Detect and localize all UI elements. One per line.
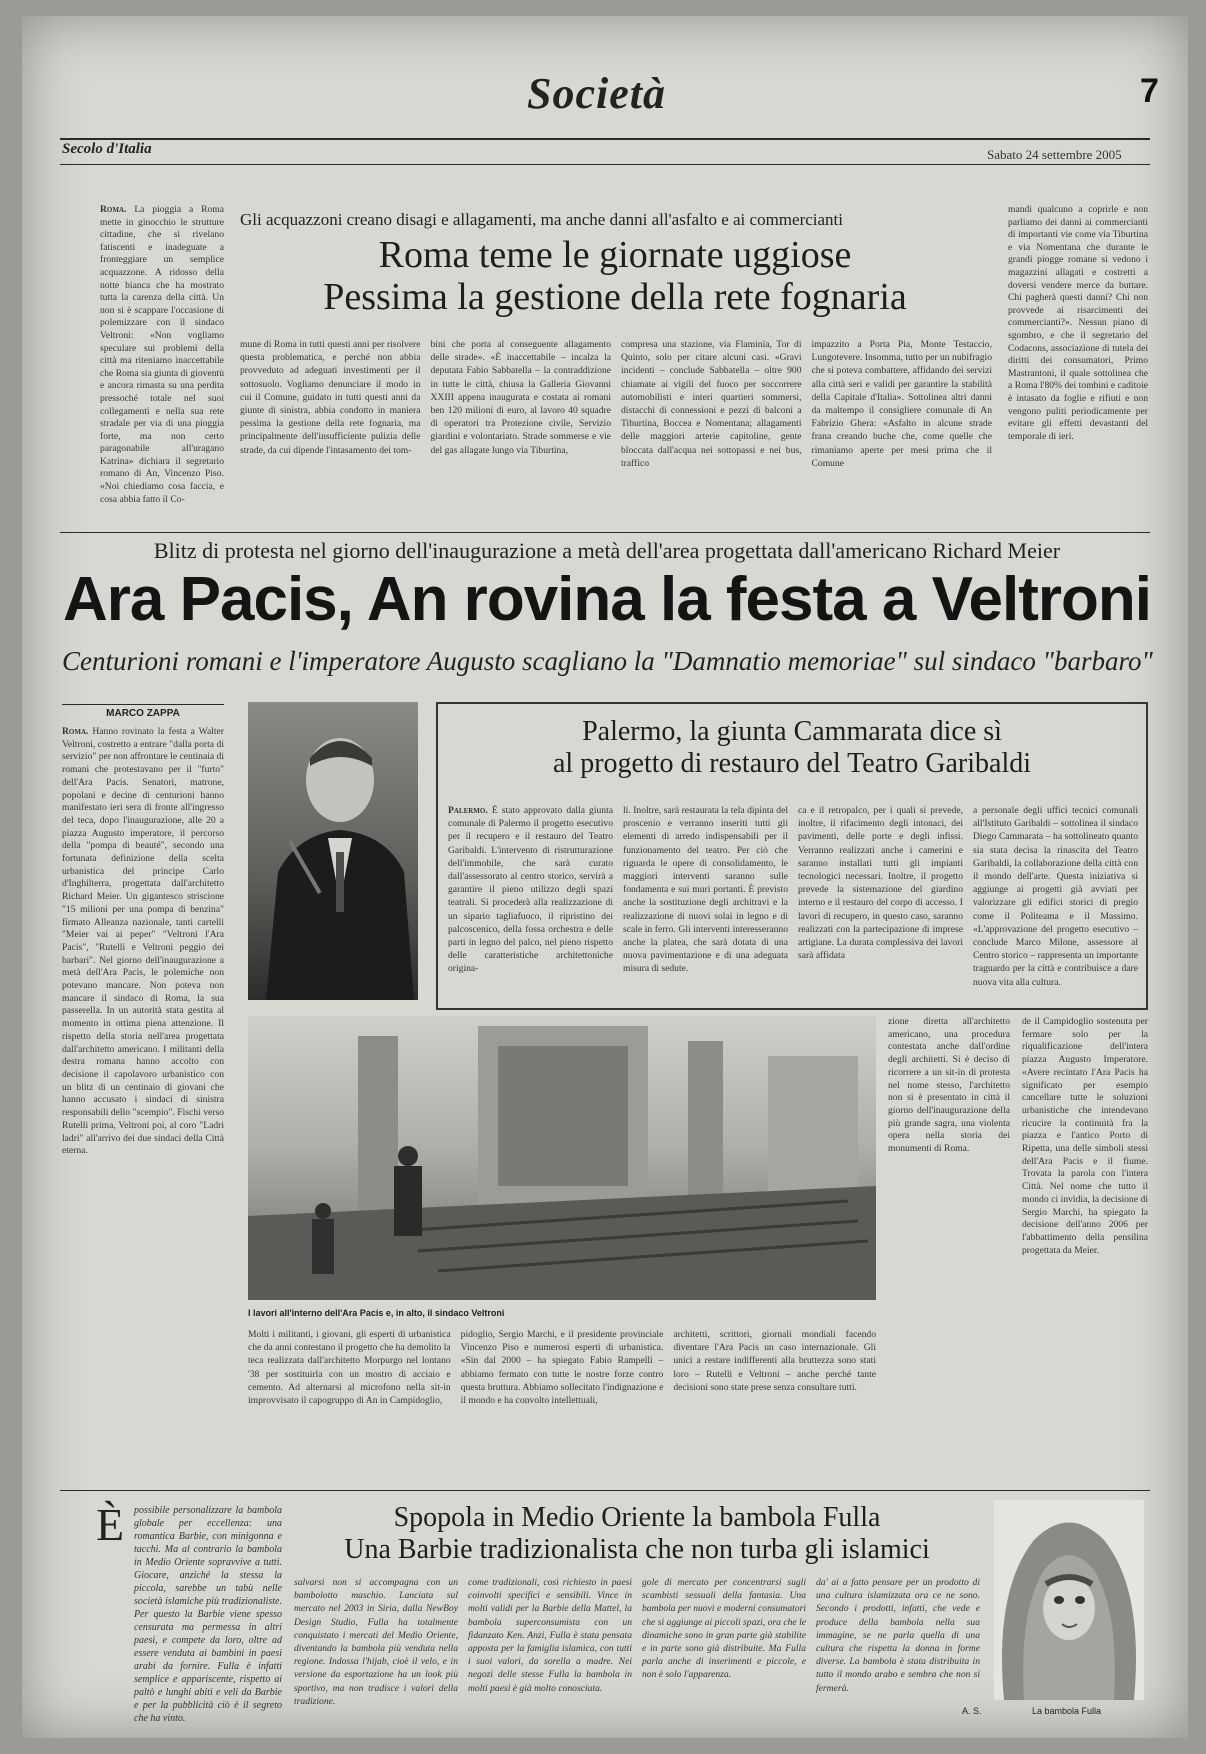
rain-col-2: mune di Roma in tutti questi anni per risolvere questa problematica, e perché non abbia provveduto ad adeguati investimenti per il sottosuolo. Vogliamo denunciare il modo in cui il Comune, guidato in tutti questi anni da giunte di sinistra, abbia condotto in maniera pessima la gestione della rete fognaria, ma principalmente dell'insufficiente pulizia delle strade, da cui dipende l'intasamento dei tom- — [240, 339, 421, 456]
rain-dateline: Roma. — [100, 204, 127, 215]
page-number: 7 — [1140, 72, 1159, 110]
issue-date: Sabato 24 settembre 2005 — [987, 147, 1122, 162]
fulla-headline — [294, 1502, 980, 1566]
fulla-col-3: come tradizionali, così richiesto in paesi coinvolti specifici e sensibili. Vince in molti validi per la Barbie della Mattel, la bambola superconsumista con un fidanzato Ken. Anzi, Fulla è stata pensata apposta per la famiglia islamica, con tutti i suoi valori, da sorella a madre. Nei negozi delle stesse Fulla la bambola in molti paesi è già molto conosciuta. — [468, 1577, 632, 1694]
fulla-photo-caption: La bambola Fulla — [1032, 1706, 1102, 1716]
fulla-col-4: gole di mercato per concentrarsi sugli scambisti sessuali della fantasia. Una bambola per nuovi e moderni consumatori che si aggiunge ai piccoli spazi, ora che le dinamiche sono in gran parte già stabilite e in parte sono già distribuite. Ma Fulla parla anche di inserimenti e piccole, e non è solo l'apparenza. — [642, 1577, 806, 1681]
rain-left-text: La pioggia a Roma mette in ginocchio le strutture cittadine, che si rivelano fatiscenti e inadeguate a fronteggiare un semplice acquazzone. A ridosso della notte bianca che ha mostrato tutta la carenza della città. Un non si è scappare l'occasione di polemizzare con il sindaco Veltroni: «Non vogliamo speculare sui problemi della città ma riteniamo inaccettabile che Roma sia giunta di gioventù e ancora rimasta su una perdita pressoché totale nel suoi collegamenti e nella sua rete stradale per via di una pioggia forte, ma non certo paragonabile all'uragano Katrina» dichiara il segretario romano di An, Vincenzo Piso. «Noi chiediamo cosa faccia, e cosa abbia fatto il Co- — [100, 204, 224, 505]
fulla-title-line2: Una Barbie tradizionalista che non turba gli islamici — [344, 1534, 930, 1565]
fulla-col-2: salvarsi non si accompagna con un bambolotto maschio. Lanciata sul mercato nel 2003 in Siria, dalla NewBoy Design Studio, Fulla ha totalmente conquistato i mercati del Medio Oriente, diventando la bambola più venduta nella regione. Indossa l'hijab, cioè il velo, e in versione da esportazione ha un look più sportivo, ma non tradisce i valori della tradizione. — [294, 1577, 458, 1707]
portrait-silhouette — [248, 702, 418, 1000]
ara-right-col-a: zione diretta all'architetto americano, una procedura contestata anche dall'ordine degli architetti. Si è deciso di ricorrere a un sit-in di protesta nel nome stesso, l'architetto non si è presentato in città il giorno dell'inaugurazione della più grande sagra, una violenta opera nella storia dei monumenti di Roma. — [888, 1016, 1010, 1155]
rain-body-columns — [240, 338, 992, 506]
ara-byline: MARCO ZAPPA — [106, 708, 180, 719]
header-rule-bottom — [60, 164, 1150, 165]
rain-title-line2: Pessima la gestione della rete fognaria — [323, 276, 907, 318]
newspaper-page — [22, 16, 1188, 1738]
masthead: Secolo d'Italia — [62, 141, 152, 157]
ara-mid-col-3: architetti, scrittori, giornali mondiali facendo diventare l'Ara Pacis un caso internazionale. Gli unici a restare indifferenti alla bruttezza sono stati loro – Rutelli e Veltroni – anche perché tante decisioni sono state prese senza consultare tutti. — [673, 1329, 877, 1393]
rain-col-3: bini che porta al conseguente allagamento delle strade». «È inaccettabile – incalza la deputata Fabio Sabbatella – la contraddizione in tutte le città, chiusa la Galleria Giovanni XXIII appena inaugurata e costata ai romani ben 120 milioni di euro, al lavoro 40 squadre di operatori tra Protezione civile, Servizio giardini e volontariato. Strade sommerse e vie del gas allagate lungo via Tiburtina, — [430, 339, 611, 456]
byline-rule — [62, 704, 224, 705]
section-title: Società — [527, 69, 666, 118]
ara-mid-columns — [248, 1328, 876, 1478]
ara-mid-col-1: Molti i militanti, i giovani, gli esperti di urbanistica che da anni contestano il progetto che ha demolito la teca realizzata dall'architetto Morpurgo nel lontano '38 per sostituirla con un mostro di acciaio e cemento. Ad alternarsi al microfono nella sit-in improvvisato il capogruppo di An in Campidoglio, — [248, 1329, 451, 1407]
fulla-intro-column: possibile personalizzare la bambola globale per eccellenza: una romantica Barbie, con minigonna e tacchi. Ma al contrario la bambola in Medio Oriente sopravvive a tutti. Giocare, anziché la stessa la piccola, sarebbe un tabù nelle società islamiche più tradizionaliste. Per questo la Barbie viene spesso censurata ma permessa in altri paesi, e compete da loro, oltre ad essere venduta ai bambini in paesi arabi da fornire. Fulla è infatti semplice e appariscente, rispetto ai paltò e lunghi abiti e veli da Barbie e per la pubblicità ciò è il segreto che ha vinto. — [134, 1505, 282, 1724]
rain-col-4: compresa una stazione, via Flaminia, Tor di Quinto, solo per citare alcuni casi. «Gravi incidenti – conclude Sabbatella – oltre 900 chiamate ai vigili del fuoco per soccorrere automobilisti e interi quartieri sommersi, distacchi di connessioni e pezzi di balconi a Tiburtina, Boccea e Nomentana; allagamenti delle maggiori arterie capitoline, gente bloccata dall'acqua nei sottopassi e nei bus, traffico — [621, 339, 802, 469]
ara-left-column — [62, 726, 224, 1416]
palermo-dateline: Palermo. — [448, 805, 488, 816]
palermo-title-line1: Palermo, la giunta Cammarata dice sì — [582, 716, 1002, 747]
rain-left-column — [100, 204, 224, 506]
rain-headline — [240, 234, 990, 318]
fulla-body-columns — [294, 1576, 980, 1710]
veltroni-photo — [248, 702, 418, 1000]
palermo-col-4: a personale degli uffici tecnici comunali all'Istituto Garibaldi – sottolinea il sindaco Diego Cammarata – ha sottolineato quanto sia stata decisa la rinascita del Teatro Garibaldi, la collaborazione della città con il mondo dell'arte. Questa iniziativa si aggiunge ai progetti già avviati per valorizzare gli edifici storici di pregio come il Politeama e il Massimo. «L'approvazione del progetto esecutivo – conclude Marco Milone, assessore al Centro storico – rappresenta un importante traguardo per la città e contribuisce a dare nuova vita alla cultura. — [973, 805, 1138, 988]
rain-kicker: Gli acquazzoni creano disagi e allagamenti, ma anche danni all'asfalto e ai commercianti — [240, 210, 843, 229]
palermo-col-2: li. Inoltre, sarà restaurata la tela dipinta del proscenio e verranno inseriti tutti gli elementi di arredo indispensabili per il funzionamento del teatro. Per ciò che riguarda le opere di consolidamento, le maggiori interventi saranno sulle fondamenta e sui muri portanti. È previsto anche la sostituzione degli architravi e la realizzazione di nuovi solai in legno e di scale in ferro. Gli interventi interesseranno anche la platea, che sarà dotata di una nuova pavimentazione e di una adeguata misura di sedute. — [623, 805, 788, 975]
rain-bottom-rule — [60, 532, 1150, 533]
ara-left-text: Hanno rovinato la festa a Walter Veltroni, costretto a entrare "dalla porta di servizio" per non affrontare le centinaia di romani che protestavano per il "furto" dell'Ara Pacis. Senatori, matrone, popolani e decine di centurioni hanno manifestato ieri sera di fronte all'ingresso del teca, dopo l'inaugurazione, alle 20 a piazza Augusto imperatore, il percorso della "pompa di beauté", secondo una fortunata definizione della scelta urbanistica del principe Carlo d'Inghilterra, progettata dall'architetto Richard Meier. Un gigantesco striscione "15 milioni per una pompa di benzina" firmato Alleanza nazionale, tanti cartelli "Meier vai ai peper" "Veltroni l'Ara Pacis", "Rutelli e Veltroni peggio dei barbari". Nel giorno dell'inaugurazione a metà dell'Ara Pacis, le polemiche non potevano mancare. Non poteva non mancare il sindaco di Roma, la sua passerella. In un autorità stata gestita al momento in ottima piena attenzione. — [62, 726, 224, 1030]
ara-subhead: Centurioni romani e l'imperatore Augusto scagliano la "Damnatio memoriae" sul sindaco "barbaro" — [62, 646, 1153, 676]
rain-col-5: impazzito a Porta Pia, Monte Testaccio, Lungotevere. Insomma, tutto per un nubifragio che si poteva combattere, affidando dei servizi alla città seri e validi per garantire la stabilità della Capitale d'Italia». Sottolinea altri danni da maltempo il consigliere comunale di An Fabrizio Ghera: «Asfalto in alcune strade frana creando buche che, come quelle che rimaniamo aperte per mesi prima che il Comune — [811, 339, 992, 469]
ara-photo-caption: I lavori all'interno dell'Ara Pacis e, in alto, il sindaco Veltroni — [248, 1308, 505, 1318]
fulla-dropcap: È — [96, 1499, 125, 1550]
ara-right-col-b: de il Campidoglio sostenuta per fermare solo per la riqualificazione dell'intera piazza Augusto Imperatore. «Avere recintato l'Ara Pacis ha significato per esempio cancellare tutte le soluzioni urbanistiche che intendevano ricucire la continuità fra la piazza e l'antico Porto di Ripetta, una delle simboli stessi dell'Ara Pacis e il fiume. Trovata la parola con l'intera Città. Nel nome che tutto il mondo ci invidia, la decisione di Sergio Marchi, ha spiegato la decisione dell'anno 2006 per l'abbattimento della pensilina progettata da Meier. — [1022, 1016, 1148, 1256]
doll-illustration — [994, 1500, 1144, 1700]
ara-mid-col-2: pidoglio, Sergio Marchi, e il presidente provinciale Vincenzo Piso e numerosi esperti di urbanistica. «Sin dal 2000 – ha spiegato Fabio Rampelli – abbiamo fermato con tutte le nostre forze contro questa bruttura. Abbiamo sollecitato l'indignazione e il mondo e ha convolto intellettuali, — [460, 1329, 664, 1407]
palermo-col-1-text: È stato approvato dalla giunta comunale di Palermo il progetto esecutivo per il recupero e il restauro del Teatro Garibaldi. L'intervento di ristrutturazione dell'immobile, che sarà curato dall'assessorato al centro storico, servirà a garantire il pieno utilizzo degli spazi teatrali. Si procederà alla realizzazione di un sipario tagliafuoco, il ripristino dei palcoscenico, della fossa orchestra e delle parti in legno del palco, nel pieno rispetto delle caratteristiche architettoniche origina- — [448, 805, 613, 975]
rain-title-line1: Roma teme le giornate uggiose — [378, 234, 852, 276]
ara-kicker: Blitz di protesta nel giorno dell'inaugurazione a metà dell'area progettata dall'americano Richard Meier — [153, 538, 1061, 563]
ara-left-text-b: Il rispetto della storia nell'area progettata dall'architetto americano. I militanti della destra romana hanno accolto con decisione il capolavoro urbanistico con un blitz di un centinaio di giovani che hanno accusato i sindaci di sinistra responsabili dello "scempio". Fischi verso Rutelli prima, Veltroni poi, al coro "Ladri ladri" all'arrivo dei due sindaci della Città eterna. — [62, 1018, 224, 1157]
header-rule — [60, 138, 1150, 140]
rain-right-column: mandi qualcuno a coprirle e non parliamo dei danni ai commercianti di importanti vie come via Tiburtina e via Nomentana che durante le grandi piogge romane si vedono i magazzini allagati e costretti a doversi vendere merce da buttare. Chi pagherà questi danni? Chi non provvede ai risarcimenti dei commercianti?». Nessun piano di sgombro, e che il segretario del Codacons, associazione di tutela dei diritti dei consumatori, Primo Mastrantoni, il quale sottolinea che a Roma l'80% dei tombini e caditoie è intasato da foglie e rifiuti e non vengono puliti periodicamente per evitare gli effetti devastanti del temporale di ieri. — [1008, 204, 1148, 442]
ara-dateline: Roma. — [62, 726, 89, 737]
ara-headline: Ara Pacis, An rovina la festa a Veltroni — [63, 565, 1151, 634]
palermo-body-columns — [448, 804, 1138, 1000]
palermo-col-3: ca e il retropalco, per i quali si prevede, inoltre, il rifacimento degli intonaci, dei pavimenti, delle porte e degli infissi. Verranno realizzati anche i camerini e saranno installati tutti gli impianti tecnologici necessari. Inoltre, il progetto prevede la sistemazione del giardino interno e il restauro del corpo di accesso. I lavori di recupero, in questo caso, saranno realizzati con la partecipazione di imprese artigiane. La durata complessiva dei lavori sarà affidata — [798, 805, 963, 962]
fulla-col-5: da' ai a fatto pensare per un prodotto di una cultura islamizzata ora ce ne sono. Secondo i prodotti, infatti, che vede e produce della bambola nella sua immagine, se ne parla quella di una cultura che rispetta la donna in forme diverse. La bambola è stata distribuita in tutto il mondo arabo e sembra che non si fermerà. — [816, 1577, 980, 1694]
palermo-title-line2: al progetto di restauro del Teatro Garibaldi — [552, 748, 1032, 779]
fulla-title-line1: Spopola in Medio Oriente la bambola Fulla — [393, 1502, 881, 1533]
fulla-doll-photo — [994, 1500, 1144, 1700]
fulla-top-rule — [60, 1490, 1150, 1491]
construction-scene — [248, 1016, 876, 1300]
fulla-photo-credit: A. S. — [962, 1706, 982, 1716]
palermo-headline — [436, 716, 1148, 780]
ara-pacis-photo — [248, 1016, 876, 1300]
palermo-col-1 — [448, 804, 613, 1000]
